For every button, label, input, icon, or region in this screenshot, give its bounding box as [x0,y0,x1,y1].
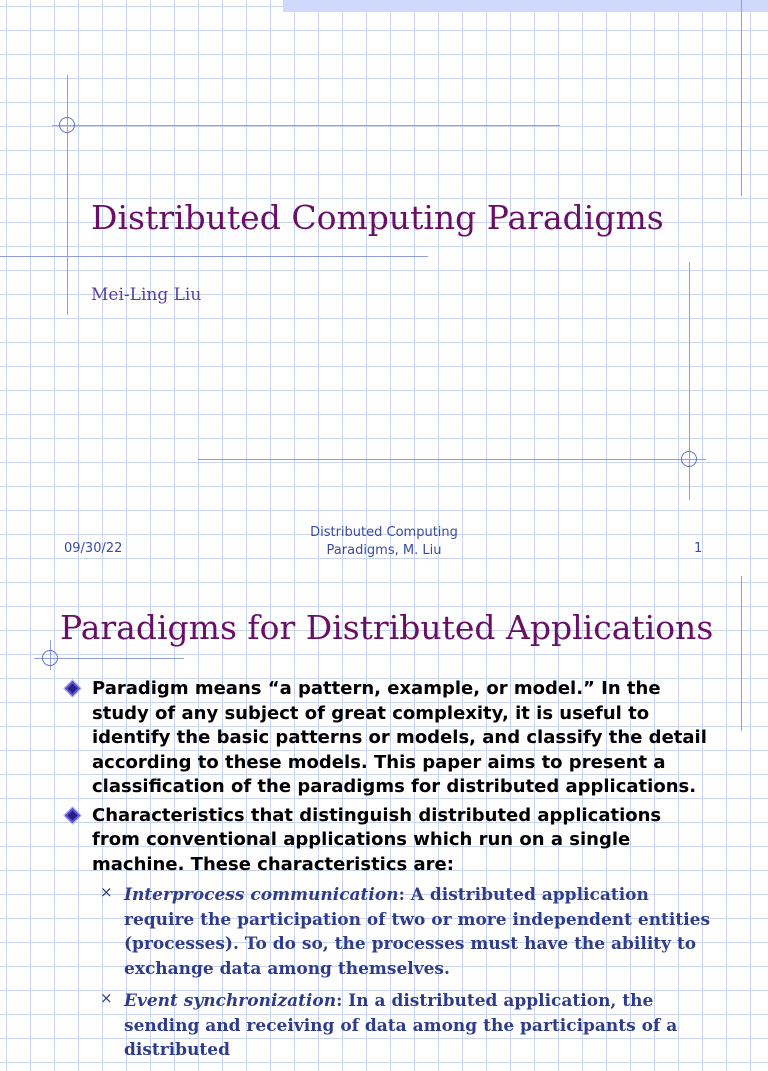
x-bullet-icon: × [100,883,113,901]
right-vertical-rule [741,0,742,196]
footer-date: 09/30/22 [64,541,123,556]
crosshair-circle-icon [59,117,75,133]
slide1-title: Distributed Computing Paradigms [91,198,664,237]
right-vertical-rule-slide2 [741,576,742,731]
bullet-item [64,804,714,878]
footer-caption [284,524,484,560]
left-vertical-rule [67,75,68,315]
crosshair-circle-icon [42,650,58,666]
footer-page-number: 1 [694,541,703,556]
bullet-item [64,677,714,800]
mid-horizontal-rule [0,256,428,257]
top-horizontal-rule [52,125,560,126]
sub-bullet-text: : In a distributed application, the sending and receiving of data among the participants of a distributed [124,991,678,1060]
top-accent-band [283,0,768,12]
footer-caption-line2: Paradigms, M. Liu [326,543,442,558]
footer-caption-line1: Distributed Computing [310,525,458,540]
sub-bullet-term: Interprocess communication [124,885,399,905]
crosshair-circle-icon [681,451,697,467]
sub-bullet-item [64,883,714,981]
sub-bullet-item [64,989,714,1063]
diamond-bullet-icon [63,679,81,697]
lower-horizontal-rule [198,459,706,460]
slide2-title: Paradigms for Distributed Applications [60,608,714,647]
bullet-text: Characteristics that distinguish distributed applications from conventional applications which run on a single machine. These characteristics are: [92,804,662,875]
sub-bullet-term: Event synchronization [124,991,337,1011]
slide1-author: Mei-Ling Liu [91,285,202,305]
sub-bullet-text: : A distributed application require the participation of two or more independent entities (processes). To do so, the processes must have the ability to exchange data among themselves. [124,885,711,979]
diamond-bullet-icon [63,806,81,824]
bullet-list [64,677,714,1071]
x-bullet-icon: × [100,989,113,1007]
bullet-text: Paradigm means “a pattern, example, or model.” In the study of any subject of great complexity, it is useful to identify the basic patterns or models, and classify the detail according to these models. This paper aims to present a classification of the paradigms for distributed applications. [92,678,707,797]
